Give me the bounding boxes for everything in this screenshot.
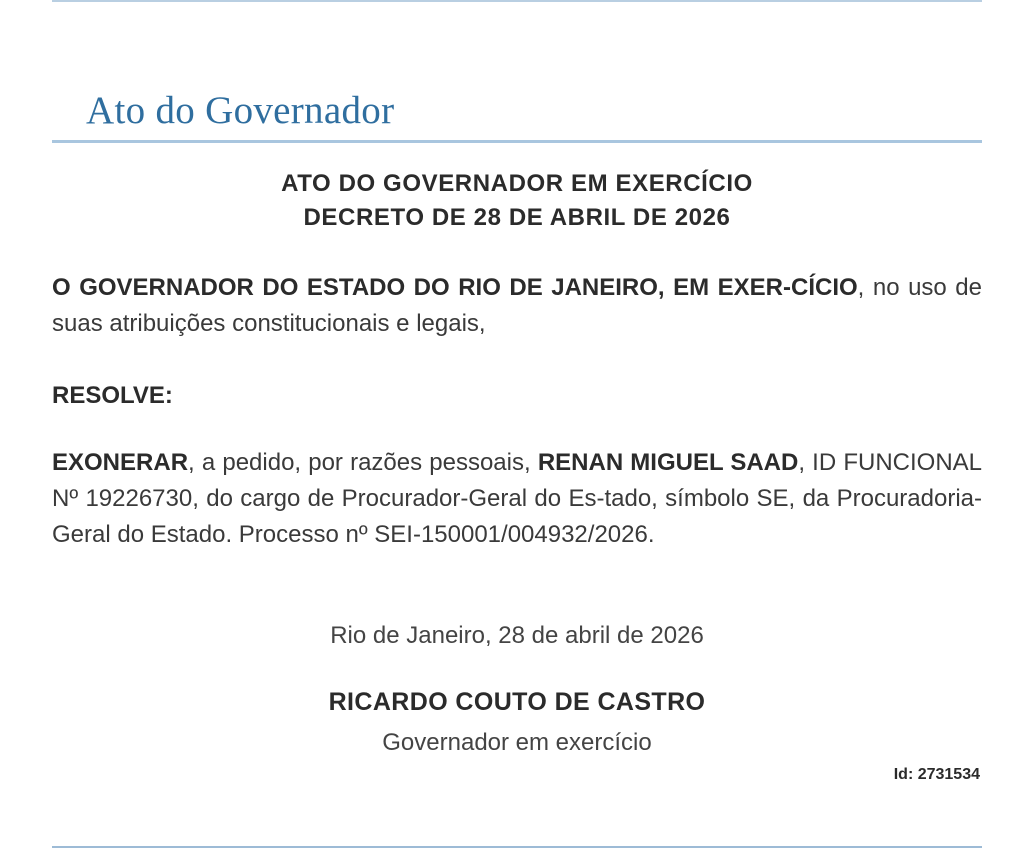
- resolve-label: RESOLVE:: [52, 382, 173, 409]
- governor-preamble: [52, 270, 982, 342]
- bottom-divider: [52, 846, 982, 848]
- document-id: Id: 2731534: [893, 766, 980, 783]
- place-and-date: Rio de Janeiro, 28 de abril de 2026: [330, 622, 704, 649]
- preamble-text: , no uso de suas atribuições constitucionais e legais,: [52, 274, 982, 337]
- decree-date-heading: DECRETO DE 28 DE ABRIL DE 2026: [303, 204, 731, 231]
- top-divider: [52, 0, 982, 2]
- action-details: , ID FUNCIONAL Nº 19226730, do cargo de Procurador-Geral do Es-tado, símbolo SE, da Procuradoria-Geral do Estado. Processo nº SEI-150001/004932/2026.: [52, 449, 983, 548]
- signer-name: RICARDO COUTO DE CASTRO: [328, 688, 706, 716]
- person-name: RENAN MIGUEL SAAD: [537, 449, 799, 476]
- signer-role: Governador em exercício: [382, 729, 652, 756]
- governor-title: O GOVERNADOR DO ESTADO DO RIO DE JANEIRO, EM EXER-CÍCIO: [52, 274, 858, 301]
- decree-body: [52, 445, 982, 553]
- act-heading: ATO DO GOVERNADOR EM EXERCÍCIO: [281, 170, 753, 197]
- section-title: Ato do Governador: [86, 89, 395, 132]
- section-title-underline: [52, 140, 982, 143]
- action-text: , a pedido, por razões pessoais,: [188, 449, 538, 476]
- action-verb: EXONERAR: [52, 449, 189, 476]
